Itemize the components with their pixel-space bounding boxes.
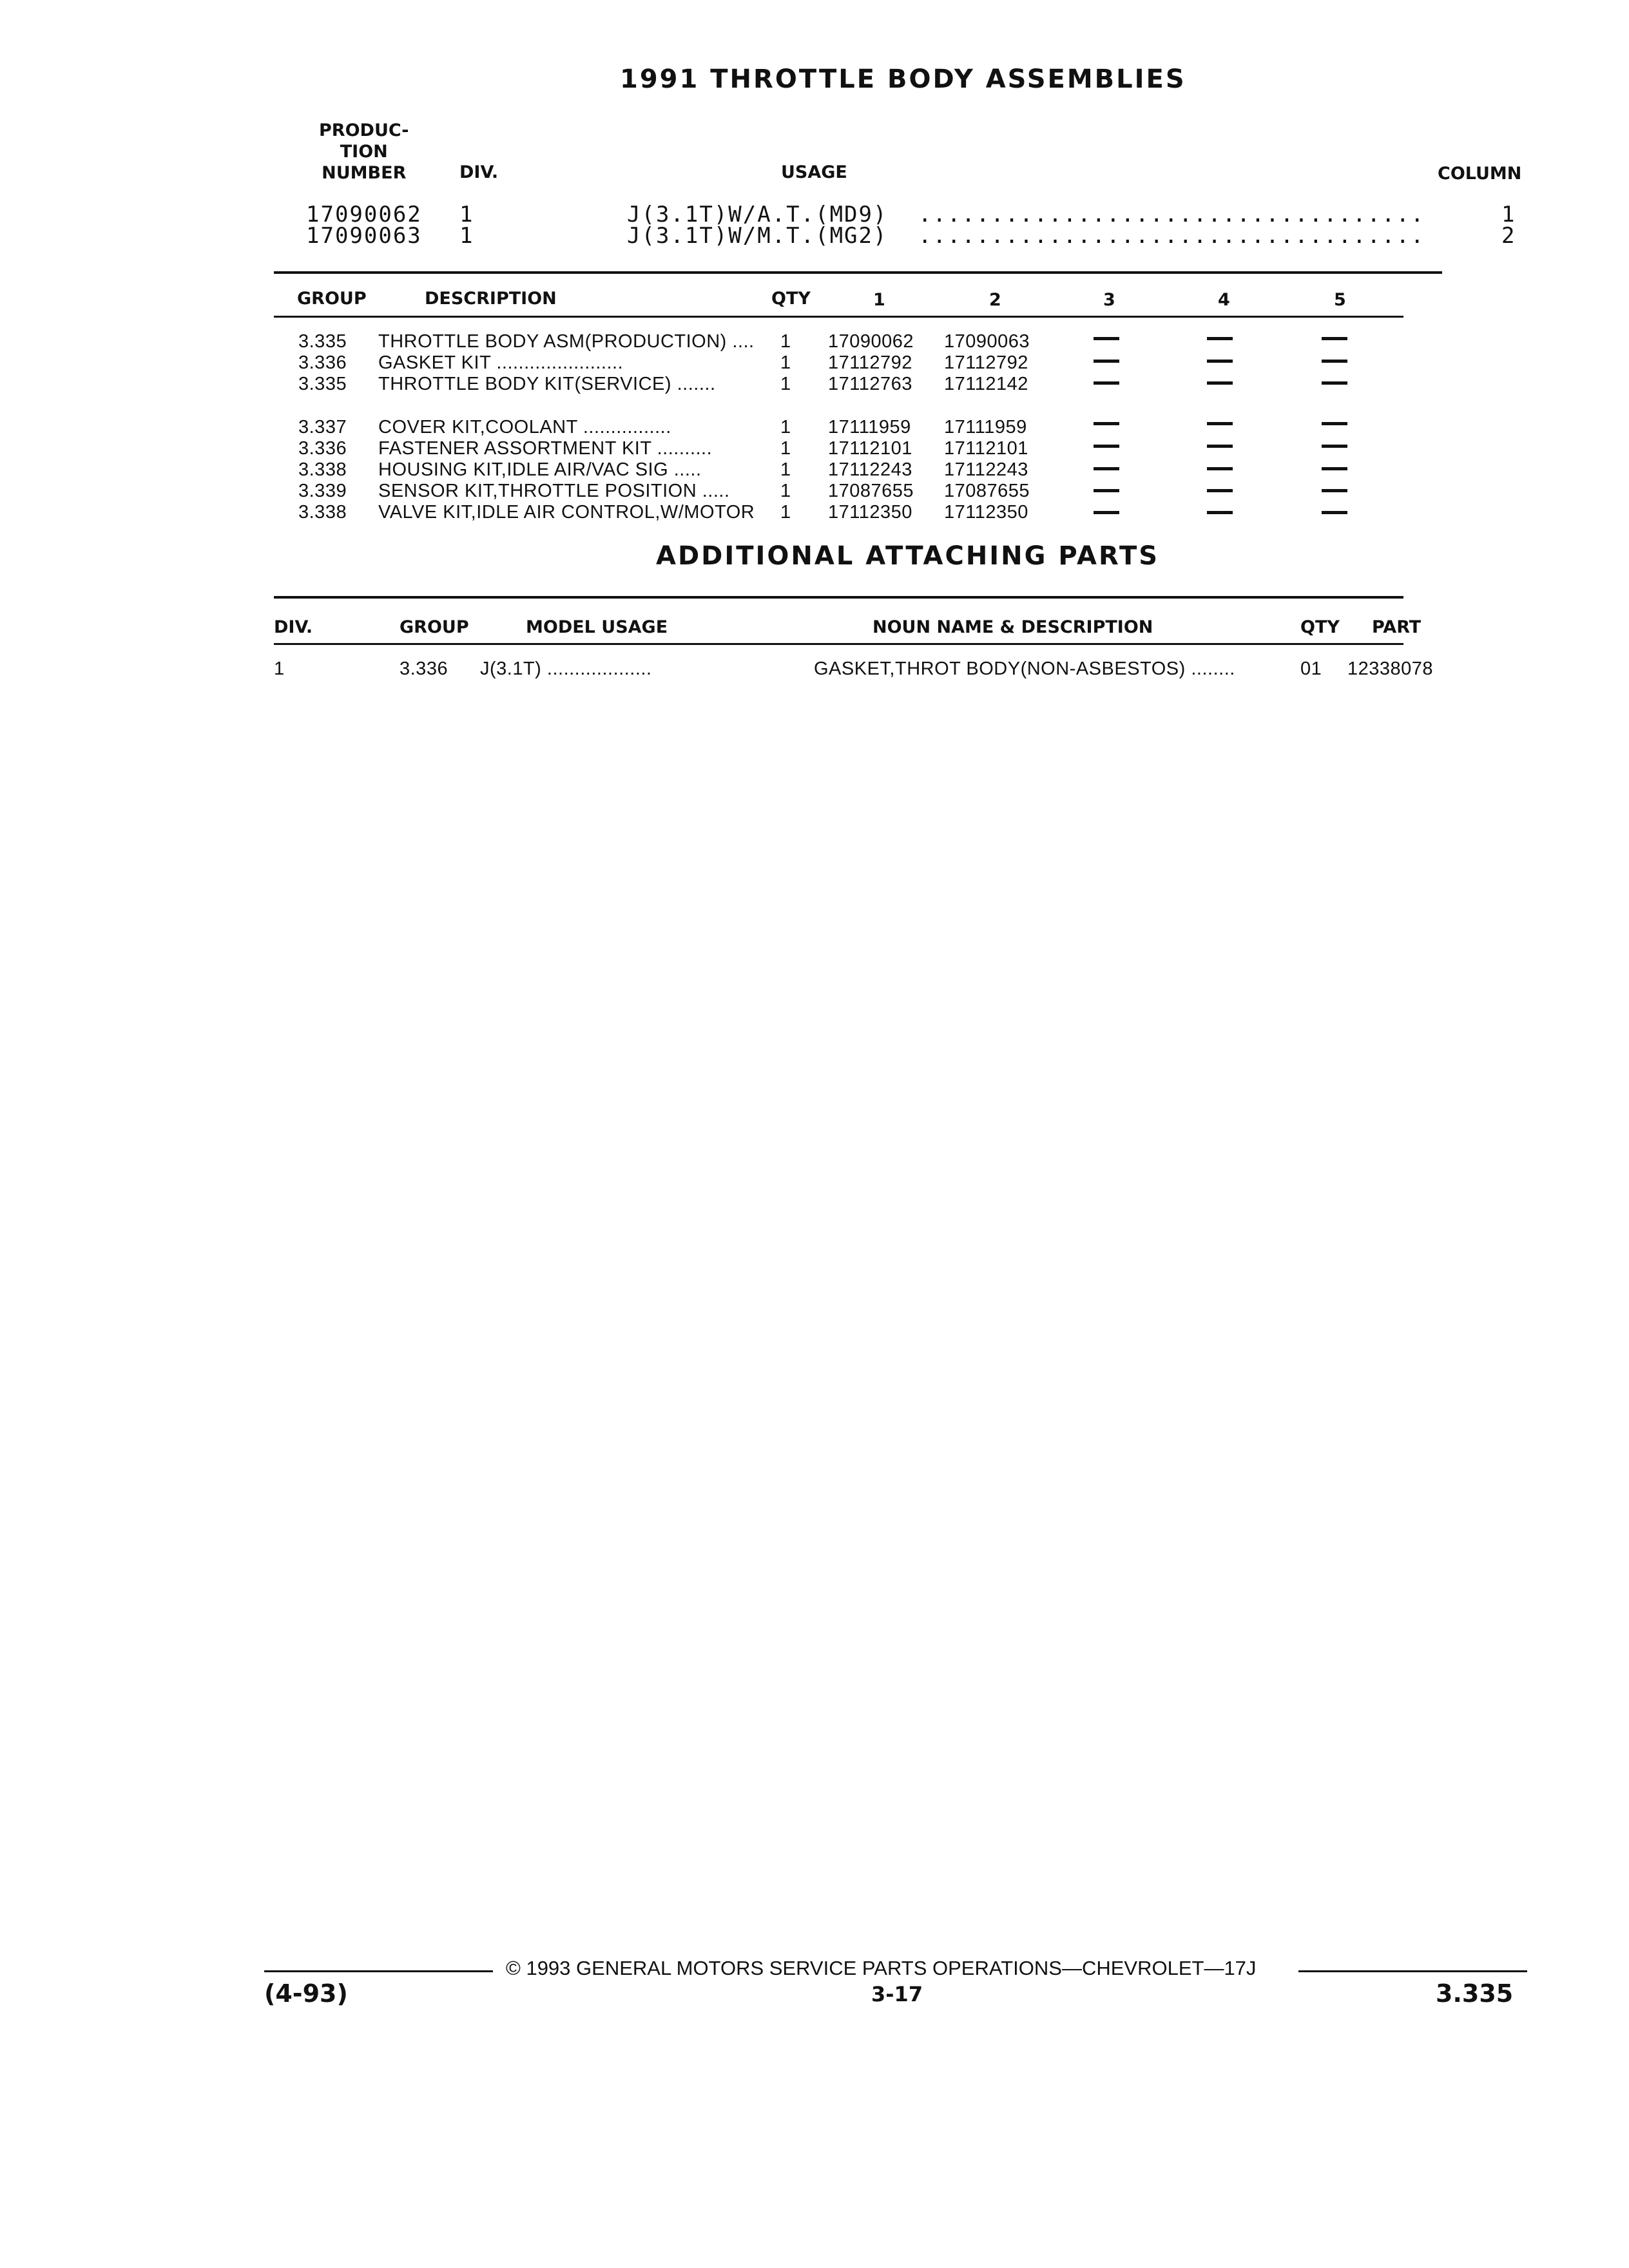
col2-cell: 17087655 [944, 481, 1030, 501]
group-cell: 3.338 [298, 502, 347, 523]
col2-cell: 17112350 [944, 502, 1028, 523]
div-header: DIV. [459, 162, 499, 182]
empty-cell-dash [1094, 445, 1119, 448]
qty-header: QTY [1300, 617, 1340, 637]
col2-header: 2 [989, 290, 1001, 310]
part-header: PART [1372, 617, 1422, 637]
description-cell: THROTTLE BODY KIT(SERVICE) ....... [378, 374, 716, 394]
production-number-header [319, 120, 409, 184]
empty-cell-dash [1322, 511, 1347, 514]
empty-cell-dash [1094, 511, 1119, 514]
production-div: 1 [459, 223, 474, 249]
qty-cell: 1 [780, 481, 791, 501]
qty-cell: 1 [780, 331, 791, 352]
description-cell: THROTTLE BODY ASM(PRODUCTION) .... [378, 331, 755, 352]
div-header: DIV. [274, 617, 313, 637]
footer-rule-right [1298, 1970, 1527, 1972]
attaching-model-usage: J(3.1T) ................... [480, 658, 652, 679]
col2-cell: 17112101 [944, 438, 1028, 459]
column-header: COLUMN [1438, 164, 1522, 184]
empty-cell-dash [1094, 467, 1119, 470]
noun-header: NOUN NAME & DESCRIPTION [872, 617, 1153, 637]
qty-cell: 1 [780, 374, 791, 394]
group-cell: 3.335 [298, 374, 347, 394]
empty-cell-dash [1207, 445, 1233, 448]
empty-cell-dash [1322, 360, 1347, 363]
footer-page: 3-17 [871, 1982, 923, 2006]
description-cell: GASKET KIT ....................... [378, 352, 624, 373]
model-usage-header: MODEL USAGE [526, 617, 668, 637]
attaching-qty: 01 [1300, 658, 1322, 679]
production-number: 17090062 [306, 202, 422, 227]
col3-header: 3 [1103, 290, 1115, 310]
description-cell: SENSOR KIT,THROTTLE POSITION ..... [378, 481, 730, 501]
group-cell: 3.339 [298, 481, 347, 501]
group-header: GROUP [400, 617, 469, 637]
dot-leader: ................................... [918, 202, 1425, 227]
empty-cell-dash [1207, 489, 1233, 492]
col1-cell: 17090062 [828, 331, 914, 352]
production-number-header-line: PRODUC- [319, 120, 409, 140]
col2-cell: 17112792 [944, 352, 1028, 373]
description-cell: VALVE KIT,IDLE AIR CONTROL,W/MOTOR [378, 502, 755, 523]
production-column: 1 [1501, 202, 1516, 227]
empty-cell-dash [1094, 337, 1119, 340]
description-cell: HOUSING KIT,IDLE AIR/VAC SIG ..... [378, 459, 702, 480]
qty-cell: 1 [780, 352, 791, 373]
qty-cell: 1 [780, 502, 791, 523]
col1-cell: 17087655 [828, 481, 914, 501]
production-number-header-line: TION [340, 142, 388, 162]
qty-cell: 1 [780, 459, 791, 480]
attaching-noun: GASKET,THROT BODY(NON-ASBESTOS) ........ [814, 658, 1235, 679]
description-cell: COVER KIT,COOLANT ................ [378, 417, 671, 437]
footer-date: (4-93) [264, 1979, 348, 2008]
col2-cell: 17112142 [944, 374, 1028, 394]
empty-cell-dash [1207, 381, 1233, 385]
col2-cell: 17112243 [944, 459, 1028, 480]
col1-cell: 17112792 [828, 352, 912, 373]
section-title: ADDITIONAL ATTACHING PARTS [656, 541, 1160, 571]
col1-header: 1 [873, 290, 885, 310]
empty-cell-dash [1207, 511, 1233, 514]
col4-header: 4 [1218, 290, 1230, 310]
production-usage: J(3.1T)W/M.T.(MG2) [627, 223, 888, 249]
col2-cell: 17090063 [944, 331, 1030, 352]
empty-cell-dash [1207, 337, 1233, 340]
group-cell: 3.336 [298, 352, 347, 373]
col1-cell: 17112763 [828, 374, 912, 394]
empty-cell-dash [1207, 467, 1233, 470]
group-cell: 3.337 [298, 417, 347, 437]
footer-rule-left [264, 1970, 493, 1972]
description-header: DESCRIPTION [425, 289, 557, 309]
empty-cell-dash [1094, 489, 1119, 492]
group-cell: 3.338 [298, 459, 347, 480]
dot-leader: ................................... [918, 223, 1425, 249]
empty-cell-dash [1207, 422, 1233, 425]
empty-cell-dash [1322, 467, 1347, 470]
col1-cell: 17112243 [828, 459, 912, 480]
attaching-group: 3.336 [400, 658, 448, 679]
production-usage: J(3.1T)W/A.T.(MD9) [627, 202, 888, 227]
group-cell: 3.336 [298, 438, 347, 459]
empty-cell-dash [1322, 422, 1347, 425]
description-cell: FASTENER ASSORTMENT KIT .......... [378, 438, 713, 459]
group-header: GROUP [297, 289, 367, 309]
attaching-div: 1 [274, 658, 285, 679]
header-underline [274, 316, 1403, 318]
empty-cell-dash [1322, 445, 1347, 448]
footer-section: 3.335 [1436, 1979, 1514, 2008]
divider-line [274, 271, 1442, 274]
production-column: 2 [1501, 223, 1516, 249]
qty-cell: 1 [780, 438, 791, 459]
empty-cell-dash [1322, 489, 1347, 492]
empty-cell-dash [1094, 422, 1119, 425]
qty-cell: 1 [780, 417, 791, 437]
qty-header: QTY [771, 289, 811, 309]
production-div: 1 [459, 202, 474, 227]
empty-cell-dash [1322, 337, 1347, 340]
empty-cell-dash [1094, 360, 1119, 363]
usage-header: USAGE [781, 162, 847, 182]
copyright-line: © 1993 GENERAL MOTORS SERVICE PARTS OPERATIONS—CHEVROLET—17J [506, 1957, 1257, 1979]
divider-line [274, 596, 1403, 599]
col1-cell: 17111959 [828, 417, 911, 437]
attaching-part: 12338078 [1347, 658, 1434, 679]
col1-cell: 17112101 [828, 438, 912, 459]
empty-cell-dash [1094, 381, 1119, 385]
col5-header: 5 [1334, 290, 1346, 310]
group-cell: 3.335 [298, 331, 347, 352]
production-number: 17090063 [306, 223, 422, 249]
page-title: 1991 THROTTLE BODY ASSEMBLIES [620, 64, 1186, 94]
header-underline [274, 643, 1403, 645]
col2-cell: 17111959 [944, 417, 1027, 437]
empty-cell-dash [1207, 360, 1233, 363]
production-number-header-line: NUMBER [322, 163, 407, 183]
col1-cell: 17112350 [828, 502, 912, 523]
empty-cell-dash [1322, 381, 1347, 385]
